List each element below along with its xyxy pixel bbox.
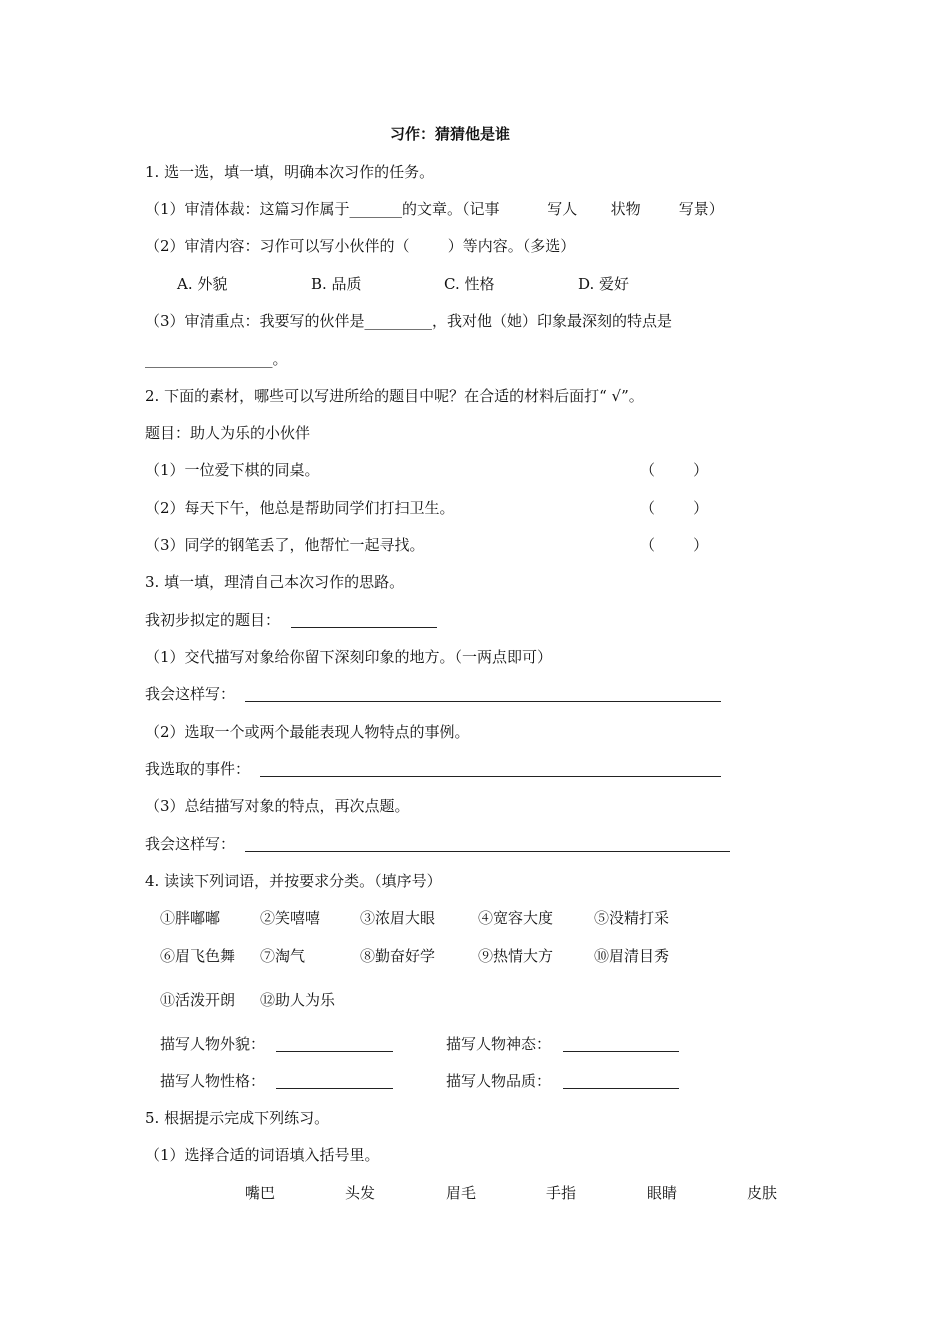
q1-sub2: （2）审清内容：习作可以写小伙伴的（ ）等内容。（多选） <box>145 237 576 255</box>
q3-heading: 3. 填一填，理清自己本次习作的思路。 <box>145 573 405 591</box>
q5-sub1: （1）选择合适的词语填入括号里。 <box>145 1146 380 1164</box>
q4-label-character: 描写人物品质： <box>446 1072 552 1090</box>
q4-word-1: ①胖嘟嘟 <box>160 909 221 927</box>
q5-word-eyebrow: 眉毛 <box>446 1184 477 1202</box>
q5-heading: 5. 根据提示完成下列练习。 <box>145 1109 330 1127</box>
q2-item-3: （3）同学的钢笔丢了，他帮忙一起寻找。 <box>145 536 425 554</box>
q4-word-6: ⑥眉飞色舞 <box>160 947 236 965</box>
q4-word-10: ⑩眉清目秀 <box>594 947 670 965</box>
q4-line-expression <box>563 1051 679 1052</box>
q2-item-1: （1）一位爱下棋的同桌。 <box>145 461 320 479</box>
q2-heading: 2. 下面的素材，哪些可以写进所给的题目中呢？在合适的材料后面打“ √”。 <box>145 387 644 405</box>
q4-word-4: ④宽容大度 <box>478 909 554 927</box>
q3-sub2-answer-label: 我选取的事件： <box>145 760 251 778</box>
q3-topic-line <box>291 627 437 628</box>
q5-word-eyes: 眼睛 <box>647 1184 678 1202</box>
q4-label-personality: 描写人物性格： <box>160 1072 266 1090</box>
q3-sub3: （3）总结描写对象的特点，再次点题。 <box>145 797 410 815</box>
q1-sub3-blank: _________________。 <box>145 350 288 368</box>
q4-word-11: ⑪活泼开朗 <box>160 991 236 1009</box>
q4-label-expression: 描写人物神态： <box>446 1035 552 1053</box>
q4-word-9: ⑨热情大方 <box>478 947 554 965</box>
q1-heading: 1. 选一选，填一填，明确本次习作的任务。 <box>145 163 435 181</box>
q4-line-personality <box>276 1088 393 1089</box>
q1-option-b: B. 品质 <box>311 275 362 293</box>
q3-sub2-answer-line <box>260 776 721 777</box>
q5-word-skin: 皮肤 <box>747 1184 778 1202</box>
q3-sub1-answer-line <box>245 701 721 702</box>
q5-word-finger: 手指 <box>546 1184 577 1202</box>
q4-word-12: ⑫助人为乐 <box>260 991 336 1009</box>
q4-label-appearance: 描写人物外貌： <box>160 1035 266 1053</box>
q4-line-appearance <box>276 1051 393 1052</box>
q2-check-paren-3: （ ） <box>640 536 709 554</box>
q1-sub1: （1）审清体裁：这篇习作属于_______的文章。（记事 写人 状物 写景） <box>145 200 724 218</box>
q5-word-hair: 头发 <box>345 1184 376 1202</box>
q1-option-a: A. 外貌 <box>177 275 228 293</box>
q4-word-5: ⑤没精打采 <box>594 909 670 927</box>
q3-sub3-answer-label: 我会这样写： <box>145 835 236 853</box>
q1-option-c: C. 性格 <box>444 275 495 293</box>
q3-sub2: （2）选取一个或两个最能表现人物特点的事例。 <box>145 723 470 741</box>
page-title: 习作：猜猜他是谁 <box>390 125 511 143</box>
q4-word-7: ⑦淘气 <box>260 947 306 965</box>
q4-word-3: ③浓眉大眼 <box>360 909 436 927</box>
q4-word-8: ⑧勤奋好学 <box>360 947 436 965</box>
q5-word-mouth: 嘴巴 <box>245 1184 276 1202</box>
q3-topic-label: 我初步拟定的题目： <box>145 611 281 629</box>
q1-sub3: （3）审清重点：我要写的伙伴是_________，我对他（她）印象最深刻的特点是 <box>145 312 673 330</box>
q1-option-d: D. 爱好 <box>578 275 630 293</box>
q2-item-2: （2）每天下午，他总是帮助同学们打扫卫生。 <box>145 499 455 517</box>
q3-sub1: （1）交代描写对象给你留下深刻印象的地方。（一两点即可） <box>145 648 553 666</box>
q4-heading: 4. 读读下列词语，并按要求分类。（填序号） <box>145 872 442 890</box>
q2-topic: 题目：助人为乐的小伙伴 <box>145 424 311 442</box>
q4-word-2: ②笑嘻嘻 <box>260 909 321 927</box>
q4-line-character <box>563 1088 679 1089</box>
q3-sub1-answer-label: 我会这样写： <box>145 685 236 703</box>
q2-check-paren-1: （ ） <box>640 461 709 479</box>
q3-sub3-answer-line <box>245 851 730 852</box>
q2-check-paren-2: （ ） <box>640 499 709 517</box>
